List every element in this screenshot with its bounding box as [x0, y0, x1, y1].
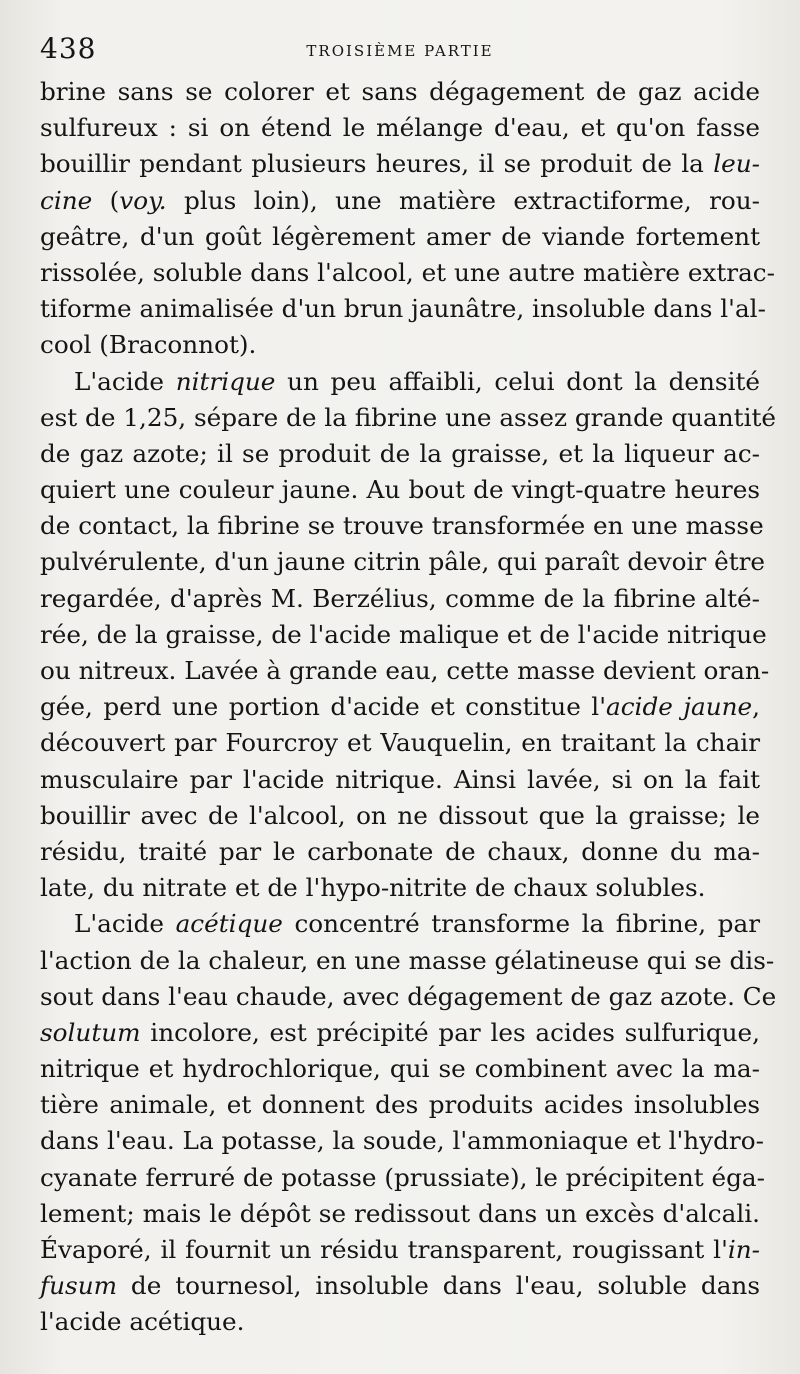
- text-segment: regardée, d'après M. Berzélius, comme de la fibrine alté-: [40, 583, 760, 613]
- text-segment: tiforme animalisée d'un brun jaunâtre, insoluble dans l'al-: [40, 294, 766, 324]
- text-segment: bouillir pendant plusieurs heures, il se produit de la: [40, 149, 714, 179]
- italic-text-segment: leu-: [713, 149, 760, 179]
- text-segment: nitrique et hydrochlorique, qui se combinent avec la ma-: [40, 1054, 760, 1084]
- running-head: [40, 32, 760, 66]
- text-line: [40, 508, 764, 544]
- body-text: [40, 74, 777, 1341]
- text-segment: bouillir avec de l'alcool, on ne dissout que la graisse; le: [40, 800, 760, 830]
- text-segment: découvert par Fourcroy et Vauquelin, en traitant la chair: [40, 728, 760, 758]
- text-segment: incolore, est précipité par les acides sulfurique,: [140, 1017, 760, 1047]
- text-segment: L'acide: [74, 366, 176, 396]
- text-segment: geâtre, d'un goût légèrement amer de viande fortement: [40, 221, 760, 251]
- text-segment: (: [92, 185, 120, 215]
- text-line: [40, 1196, 760, 1232]
- text-line: [40, 870, 760, 906]
- text-segment: sulfureux : si on étend le mélange d'eau, et qu'on fasse: [40, 113, 760, 143]
- text-segment: late, du nitrate et de l'hypo-nitrite de chaux solubles.: [40, 873, 706, 903]
- italic-text-segment: nitrique: [175, 366, 276, 396]
- text-segment: pulvérulente, d'un jaune citrin pâle, qui paraît devoir être: [40, 547, 766, 577]
- text-segment: est de 1,25, sépare de la fibrine une assez grande quantité: [40, 402, 777, 432]
- italic-text-segment: fusum: [40, 1271, 118, 1301]
- text-segment: plus loin), une matière extractiforme, rou-: [166, 185, 761, 215]
- text-line: [40, 725, 760, 761]
- paragraph: [40, 74, 775, 364]
- text-segment: quiert une couleur jaune. Au bout de vingt-quatre heures: [40, 475, 760, 505]
- text-line: [40, 291, 766, 327]
- text-segment: résidu, traité par le carbonate de chaux, donne du ma-: [40, 836, 760, 866]
- text-line: [40, 906, 760, 942]
- text-line: [40, 255, 775, 291]
- text-line: [40, 798, 760, 834]
- text-line: [40, 110, 760, 146]
- text-line: [40, 436, 760, 472]
- text-line: [40, 74, 760, 110]
- text-line: [40, 653, 770, 689]
- text-segment: musculaire par l'acide nitrique. Ainsi lavée, si on la fait: [40, 764, 760, 794]
- text-line: [40, 1232, 760, 1268]
- text-segment: l'acide acétique.: [40, 1307, 245, 1337]
- text-line: [40, 183, 760, 219]
- text-segment: sout dans l'eau chaude, avec dégagement de gaz azote. Ce: [40, 981, 777, 1011]
- text-line: [40, 1160, 765, 1196]
- text-line: [40, 327, 760, 363]
- text-segment: de tournesol, insoluble dans l'eau, soluble dans: [117, 1271, 760, 1301]
- text-line: [40, 617, 767, 653]
- italic-text-segment: solutum: [40, 1017, 141, 1047]
- text-segment: L'acide: [74, 909, 176, 939]
- italic-text-segment: acide jaune: [606, 692, 753, 722]
- text-segment: ,: [752, 692, 760, 722]
- text-segment: gée, perd une portion d'acide et constitue l': [40, 692, 606, 722]
- paragraph: [40, 364, 777, 907]
- text-line: [40, 1123, 764, 1159]
- text-segment: tière animale, et donnent des produits acides insolubles: [40, 1090, 760, 1120]
- text-line: [40, 364, 760, 400]
- text-segment: l'action de la chaleur, en une masse gélatineuse qui se dis-: [40, 945, 775, 975]
- text-line: [40, 834, 760, 870]
- text-line: [40, 581, 760, 617]
- text-segment: ou nitreux. Lavée à grande eau, cette masse devient oran-: [40, 656, 770, 685]
- text-segment: de contact, la fibrine se trouve transformée en une masse: [40, 511, 764, 541]
- running-title: TROISIÈME PARTIE: [306, 42, 494, 60]
- text-line: [40, 1268, 760, 1304]
- paragraph: [40, 906, 777, 1340]
- text-line: [40, 1304, 760, 1340]
- text-segment: rée, de la graisse, de l'acide malique et de l'acide nitrique: [40, 619, 767, 649]
- text-segment: de gaz azote; il se produit de la graisse, et la liqueur ac-: [40, 438, 760, 468]
- text-line: [40, 979, 777, 1015]
- text-segment: rissolée, soluble dans l'alcool, et une autre matière extrac-: [40, 257, 775, 287]
- text-segment: cool (Braconnot).: [40, 330, 257, 360]
- text-segment: concentré transforme la fibrine, par: [282, 909, 760, 939]
- text-line: [40, 943, 775, 979]
- italic-text-segment: in-: [727, 1235, 760, 1264]
- text-segment: dans l'eau. La potasse, la soude, l'ammoniaque et l'hydro-: [40, 1126, 764, 1156]
- text-segment: lement; mais le dépôt se redissout dans un excès d'alcali.: [40, 1198, 760, 1228]
- page-number: 438: [40, 32, 97, 65]
- italic-text-segment: voy.: [119, 185, 167, 215]
- text-segment: cyanate ferruré de potasse (prussiate), le précipitent éga-: [40, 1162, 765, 1192]
- text-segment: un peu affaibli, celui dont la densité: [275, 366, 760, 396]
- text-line: [40, 762, 760, 798]
- text-line: [40, 1087, 760, 1123]
- text-line: [40, 544, 766, 580]
- text-line: [40, 219, 760, 255]
- italic-text-segment: cine: [40, 185, 93, 215]
- italic-text-segment: acétique: [175, 909, 283, 939]
- text-line: [40, 689, 760, 725]
- text-line: [40, 400, 777, 436]
- text-line: [40, 472, 760, 508]
- text-line: [40, 1015, 760, 1051]
- text-line: [40, 146, 760, 182]
- text-segment: Évaporé, il fournit un résidu transparent, rougissant l': [40, 1235, 728, 1264]
- text-line: [40, 1051, 760, 1087]
- text-segment: brine sans se colorer et sans dégagement de gaz acide: [40, 77, 760, 106]
